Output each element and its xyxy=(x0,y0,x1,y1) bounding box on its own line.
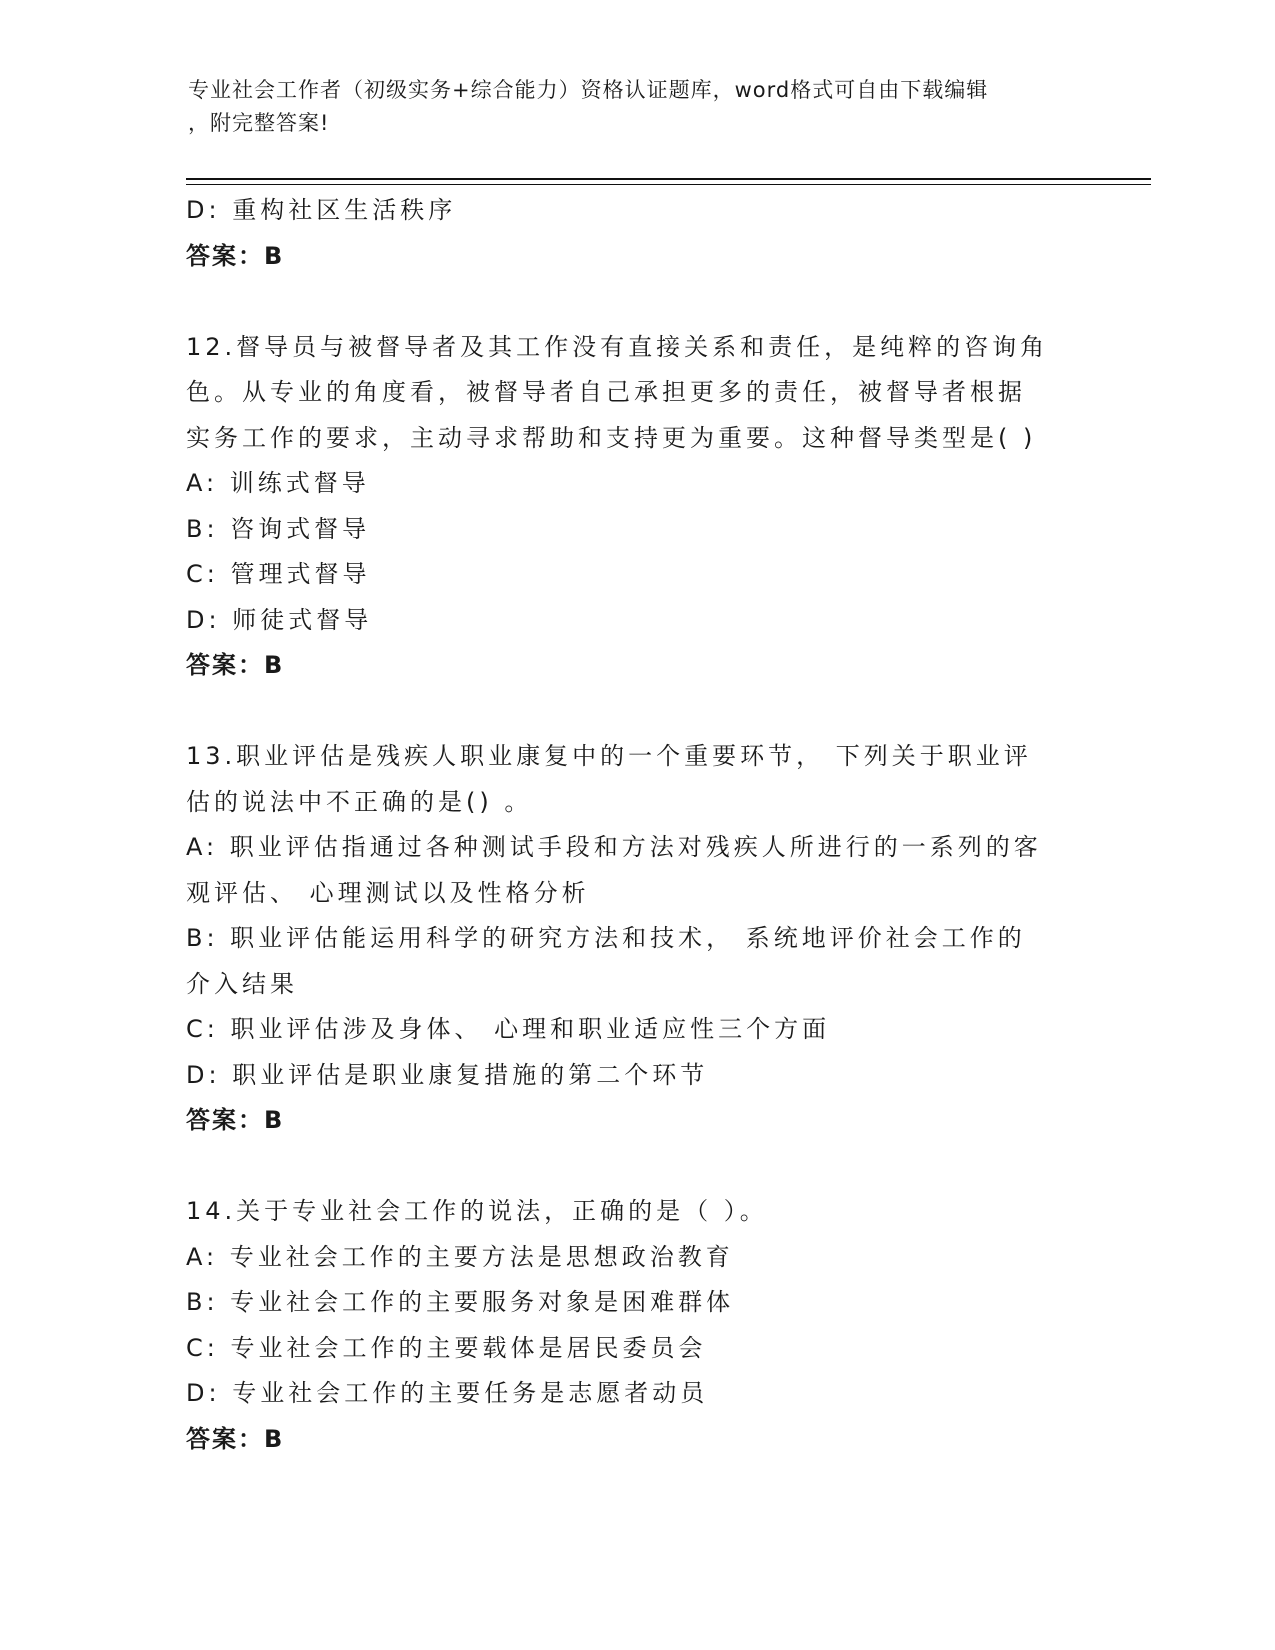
header-title-line-1: 专业社会工作者（初级实务+综合能力）资格认证题库，word格式可自由下载编辑 xyxy=(188,78,989,102)
q14-stem: 14.关于专业社会工作的说法，正确的是（ ）。 xyxy=(186,1197,768,1225)
question-gap xyxy=(186,1144,1086,1190)
q14-option-c: C: 专业社会工作的主要载体是居民委员会 xyxy=(186,1333,707,1362)
q14-answer: 答案：B xyxy=(186,1424,285,1453)
question-12 xyxy=(186,325,1086,689)
q13-option-a-line: A: 职业评估指通过各种测试手段和方法对残疾人所进行的一系列的客 xyxy=(186,833,1042,861)
header-rule-thick xyxy=(186,178,1151,180)
q12-option-d: D: 师徒式督导 xyxy=(186,605,373,634)
q13-option-b-line: B: 职业评估能运用科学的研究方法和技术， 系统地评价社会工作的 xyxy=(186,924,1026,952)
q12-stem-line: 色。从专业的角度看，被督导者自己承担更多的责任，被督导者根据 xyxy=(186,378,1026,406)
question-14 xyxy=(186,1189,1086,1462)
q14-option-a: A: 专业社会工作的主要方法是思想政治教育 xyxy=(186,1242,734,1271)
prev-answer: 答案：B xyxy=(186,241,285,270)
q13-answer: 答案：B xyxy=(186,1106,285,1134)
q13-option-b-line: 介入结果 xyxy=(186,969,298,998)
question-gap xyxy=(186,279,1086,325)
q13-stem-line: 估的说法中不正确的是() 。 xyxy=(186,787,533,816)
q13-option-a-line: 观评估、 心理测试以及性格分析 xyxy=(186,878,590,907)
q14-option-b: B: 专业社会工作的主要服务对象是困难群体 xyxy=(186,1288,735,1316)
q13-stem-line: 13.职业评估是残疾人职业康复中的一个重要环节， 下列关于职业评 xyxy=(186,742,1032,770)
prev-option-d: D: 重构社区生活秩序 xyxy=(186,196,457,224)
q12-option-c: C: 管理式督导 xyxy=(186,560,371,588)
q12-stem-line: 12.督导员与被督导者及其工作没有直接关系和责任，是纯粹的咨询角 xyxy=(186,332,1049,361)
page-header xyxy=(188,74,1088,140)
q13-option-c: C: 职业评估涉及身体、 心理和职业适应性三个方面 xyxy=(186,1015,831,1043)
q12-answer: 答案：B xyxy=(186,651,285,679)
q12-option-b: B: 咨询式督导 xyxy=(186,514,371,543)
q14-option-d: D: 专业社会工作的主要任务是志愿者动员 xyxy=(186,1379,709,1407)
question-13 xyxy=(186,734,1086,1144)
q12-stem-line: 实务工作的要求，主动寻求帮助和支持更为重要。这种督导类型是( ) xyxy=(186,423,1037,452)
q13-option-d: D: 职业评估是职业康复措施的第二个环节 xyxy=(186,1060,709,1089)
header-title-line-2: ，附完整答案! xyxy=(188,111,330,135)
question-gap xyxy=(186,689,1086,735)
q12-option-a: A: 训练式督导 xyxy=(186,469,370,497)
question-body xyxy=(186,188,1086,1462)
header-rule-thin xyxy=(186,184,1151,185)
